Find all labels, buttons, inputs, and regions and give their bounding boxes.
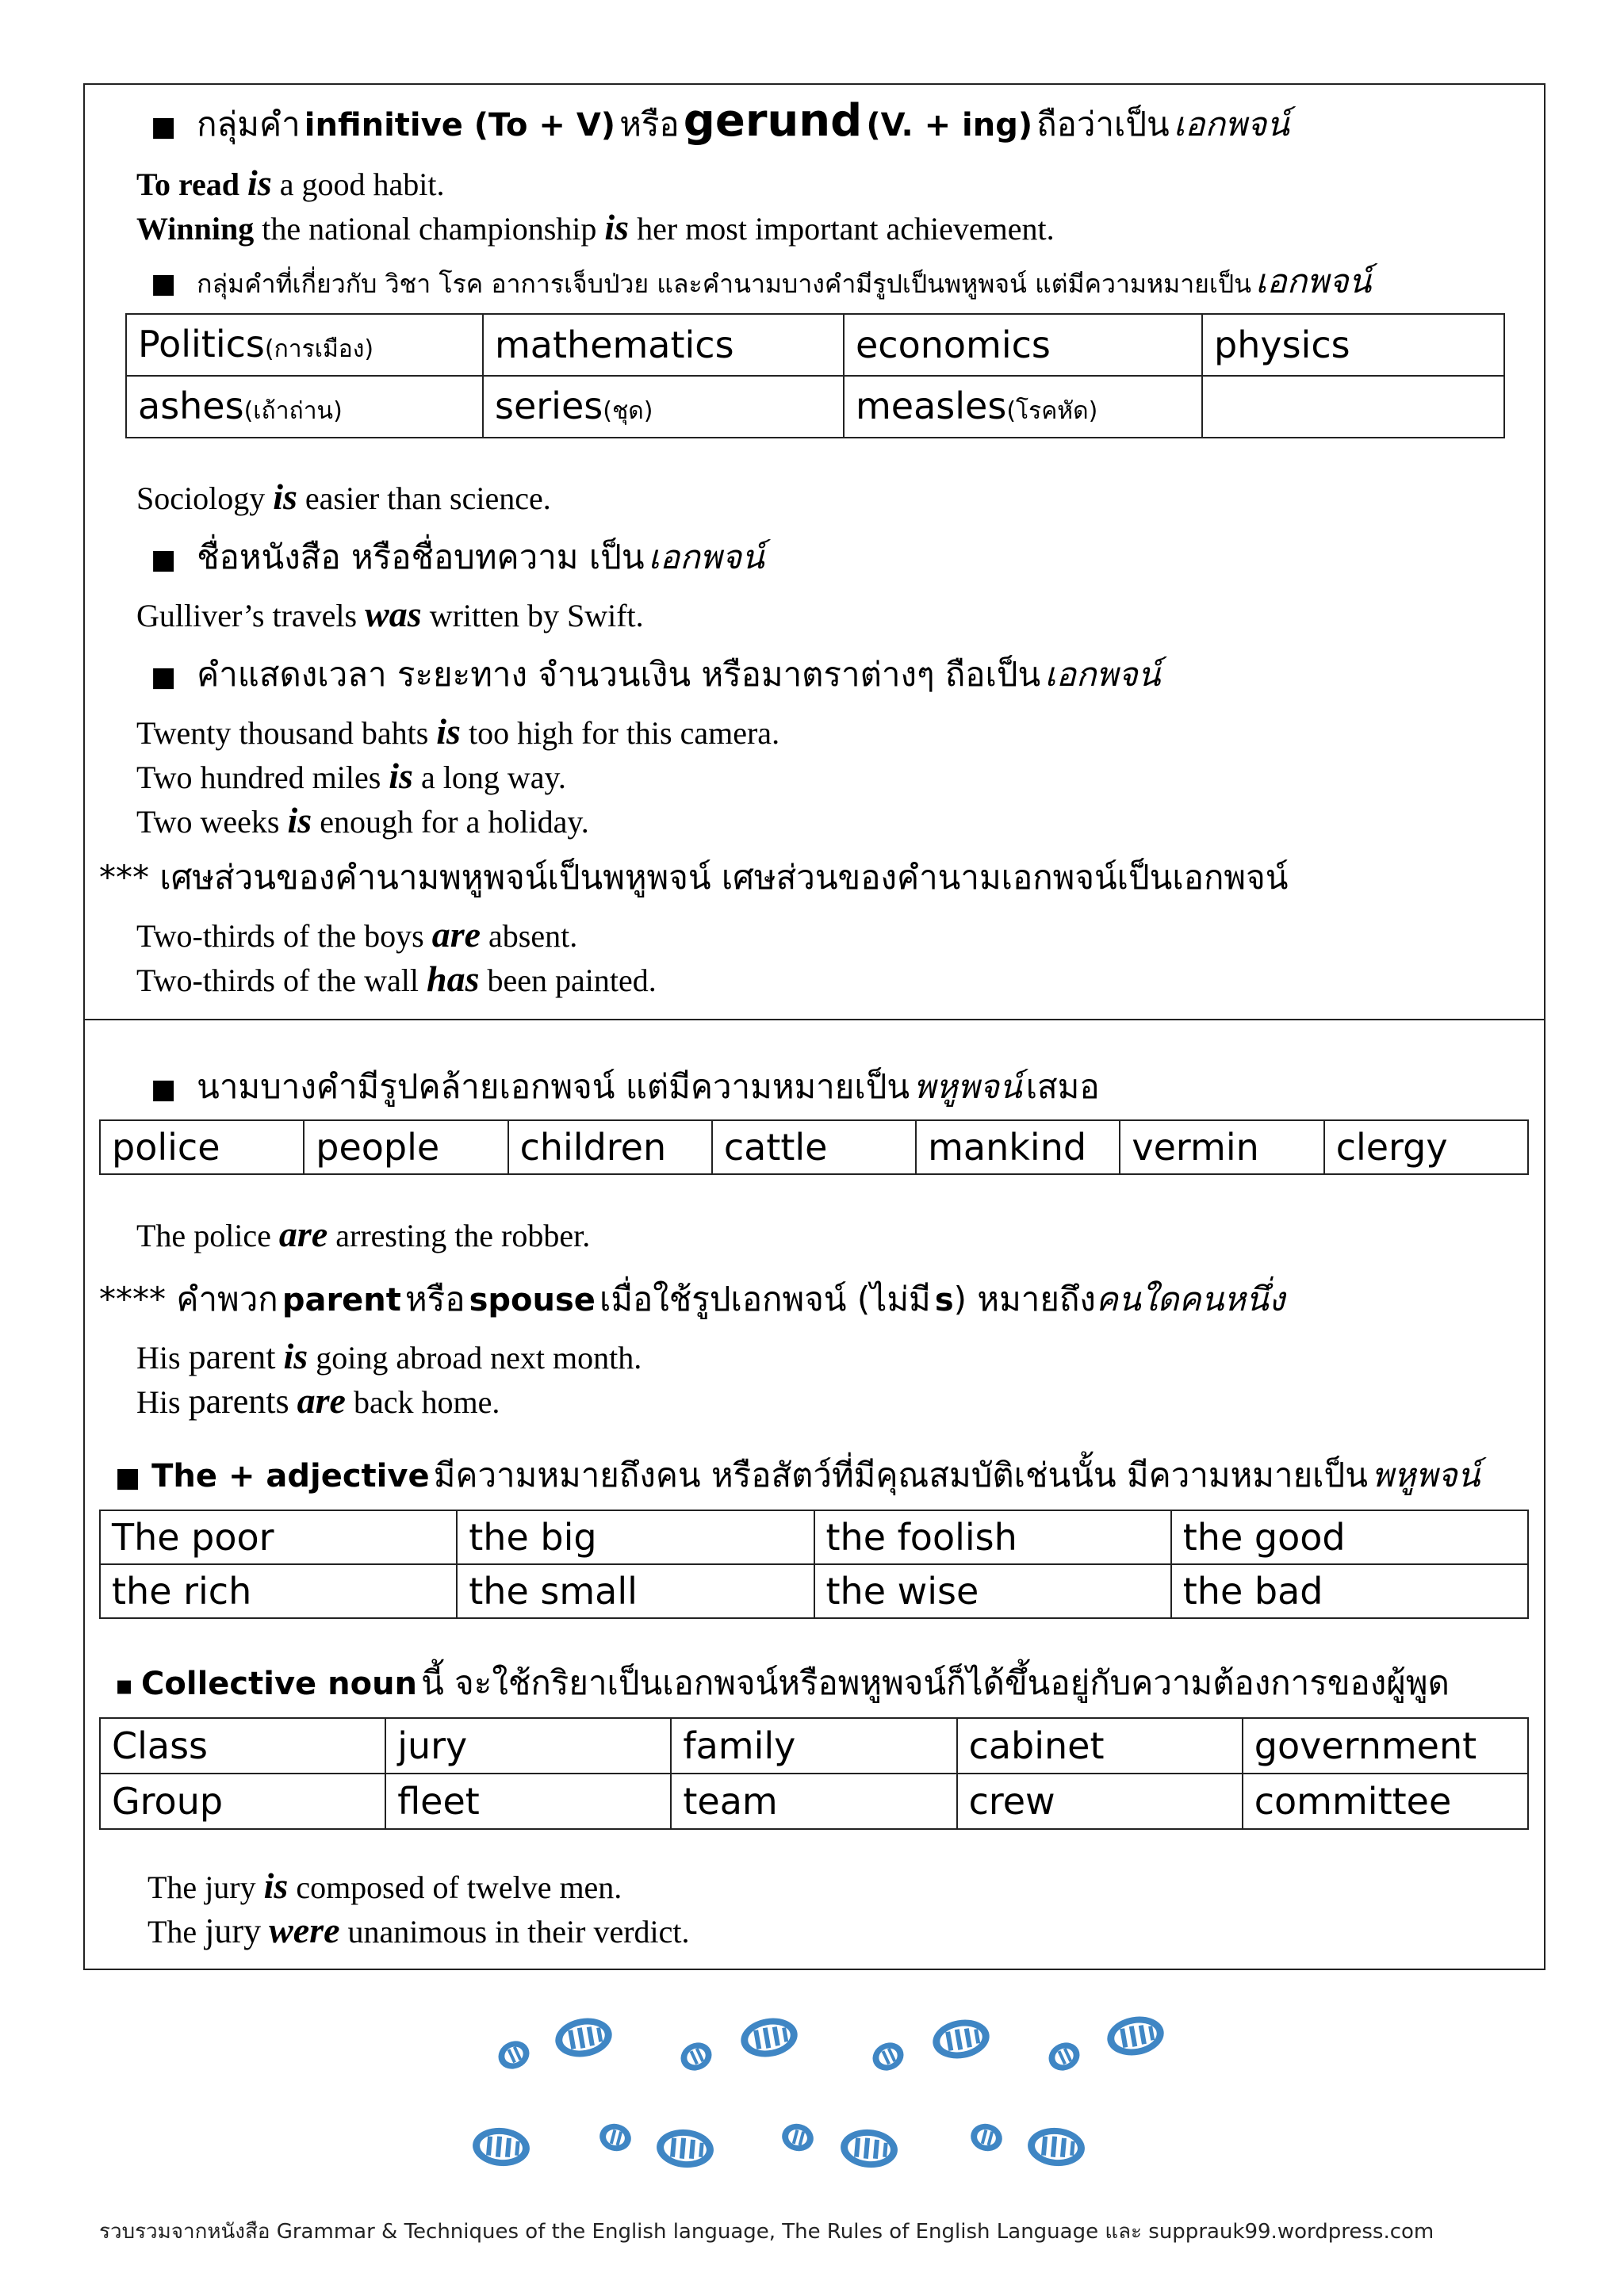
table-cell: clergy xyxy=(1324,1120,1528,1174)
example-sentence: The jury were unanimous in their verdict. xyxy=(147,1910,690,1950)
table-cell: police xyxy=(100,1120,304,1174)
table-cell: the big xyxy=(457,1510,814,1564)
table-cell: vermin xyxy=(1120,1120,1323,1174)
rule-book-titles: ■ ชื่อหนังสือ หรือชื่อบทความ เป็น เอกพจน์ xyxy=(151,538,764,576)
example-sentence: Two weeks is enough for a holiday. xyxy=(136,800,589,840)
example-sentence: The jury is composed of twelve men. xyxy=(147,1866,622,1906)
word-table-singular-meaning xyxy=(125,313,1505,438)
example-sentence: Sociology is easier than science. xyxy=(136,476,551,517)
rule-time-distance-money: ■ คำแสดงเวลา ระยะทาง จำนวนเงิน หรือมาตราต่างๆ ถือเป็น เอกพจน์ xyxy=(151,655,1161,694)
rule-infinitive-gerund: ■ กลุ่มคำ infinitive (To + V) หรือ gerund (V. + ing) ถือว่าเป็น เอกพจน์ xyxy=(151,95,1289,147)
table-cell: government xyxy=(1243,1718,1528,1774)
table-cell: the wise xyxy=(814,1564,1171,1618)
table-cell: the small xyxy=(457,1564,814,1618)
footer-credit: รวบรวมจากหนังสือ Grammar & Techniques of the English language, The Rules of English Language และ supprauk99.wordpress.com xyxy=(99,2220,1434,2244)
example-sentence: Two-thirds of the boys are absent. xyxy=(136,914,578,955)
example-sentence: His parents are back home. xyxy=(136,1380,500,1421)
table-cell: measles(โรคหัด) xyxy=(844,376,1202,438)
table-cell: the good xyxy=(1171,1510,1528,1564)
bullet-square: ■ xyxy=(151,544,177,576)
table-cell: series(ชุด) xyxy=(483,376,844,438)
table-cell: cattle xyxy=(712,1120,916,1174)
note-fractions: *** เศษส่วนของคำนามพหูพจน์เป็นพหูพจน์ เศษส่วนของคำนามเอกพจน์เป็นเอกพจน์ xyxy=(99,858,1289,897)
bullet-square: ■ xyxy=(151,1073,177,1105)
rule-the-adjective: ■ The + adjective มีความหมายถึงคน หรือสัตว์ที่มีคุณสมบัติเช่นนั้น มีความหมายเป็น พหูพจน์ xyxy=(115,1456,1480,1494)
table-cell: cabinet xyxy=(957,1718,1243,1774)
table-cell: committee xyxy=(1243,1774,1528,1829)
example-sentence: Gulliver’s travels was written by Swift. xyxy=(136,594,644,634)
table-cell: team xyxy=(671,1774,956,1829)
example-sentence: Winning the national championship is her most important achievement. xyxy=(136,207,1055,247)
table-cell: The poor xyxy=(100,1510,457,1564)
table-cell: economics xyxy=(844,314,1202,376)
example-sentence: Twenty thousand bahts is too high for this camera. xyxy=(136,711,780,752)
table-cell: jury xyxy=(385,1718,671,1774)
table-cell xyxy=(1202,376,1504,438)
example-sentence: The police are arresting the robber. xyxy=(136,1214,591,1254)
bullet-square: ▪ xyxy=(115,1670,134,1701)
bullet-square: ■ xyxy=(151,661,177,693)
table-cell: Group xyxy=(100,1774,385,1829)
table-cell: ashes(เถ้าถ่าน) xyxy=(126,376,483,438)
example-sentence: Two hundred miles is a long way. xyxy=(136,756,566,796)
table-cell: family xyxy=(671,1718,956,1774)
example-sentence: Two-thirds of the wall has been painted. xyxy=(136,959,657,999)
example-sentence: To read is a good habit. xyxy=(136,163,445,203)
example-sentence: His parent is going abroad next month. xyxy=(136,1336,642,1376)
rule-always-plural: ■ นามบางคำมีรูปคล้ายเอกพจน์ แต่มีความหมายเป็น พหูพจน์ เสมอ xyxy=(151,1067,1100,1106)
word-table-always-plural xyxy=(99,1119,1529,1175)
table-cell: the foolish xyxy=(814,1510,1171,1564)
table-cell: fleet xyxy=(385,1774,671,1829)
rule-collective-noun: ▪ Collective noun นี้ จะใช้กริยาเป็นเอกพจน์หรือพหูพจน์ก็ได้ขึ้นอยู่กับความต้องการของผู้พูด xyxy=(115,1663,1450,1702)
note-parent-spouse: **** คำพวก parent หรือ spouse เมื่อใช้รูปเอกพจน์ (ไม่มี s) หมายถึงคนใดคนหนึ่ง xyxy=(99,1280,1285,1318)
table-cell: the bad xyxy=(1171,1564,1528,1618)
table-cell: mathematics xyxy=(483,314,844,376)
table-cell: physics xyxy=(1202,314,1504,376)
table-cell: children xyxy=(508,1120,712,1174)
word-table-the-adjective xyxy=(99,1510,1529,1619)
word-table-collective-nouns xyxy=(99,1717,1529,1830)
table-cell: crew xyxy=(957,1774,1243,1829)
table-cell: Politics(การเมือง) xyxy=(126,314,483,376)
bullet-square: ■ xyxy=(151,268,177,300)
table-cell: Class xyxy=(100,1718,385,1774)
footprints-decoration-icon xyxy=(444,1990,1174,2180)
rule-subjects-diseases: ■ กลุ่มคำที่เกี่ยวกับ วิชา โรค อาการเจ็บป่วย และคำนามบางคำมีรูปเป็นพหูพจน์ แต่มีความหมายเป็น เอกพจน์ xyxy=(151,262,1372,300)
table-cell: people xyxy=(304,1120,508,1174)
table-cell: the rich xyxy=(100,1564,457,1618)
table-cell: mankind xyxy=(916,1120,1120,1174)
bullet-square: ■ xyxy=(151,111,177,143)
bullet-square: ■ xyxy=(115,1462,141,1494)
